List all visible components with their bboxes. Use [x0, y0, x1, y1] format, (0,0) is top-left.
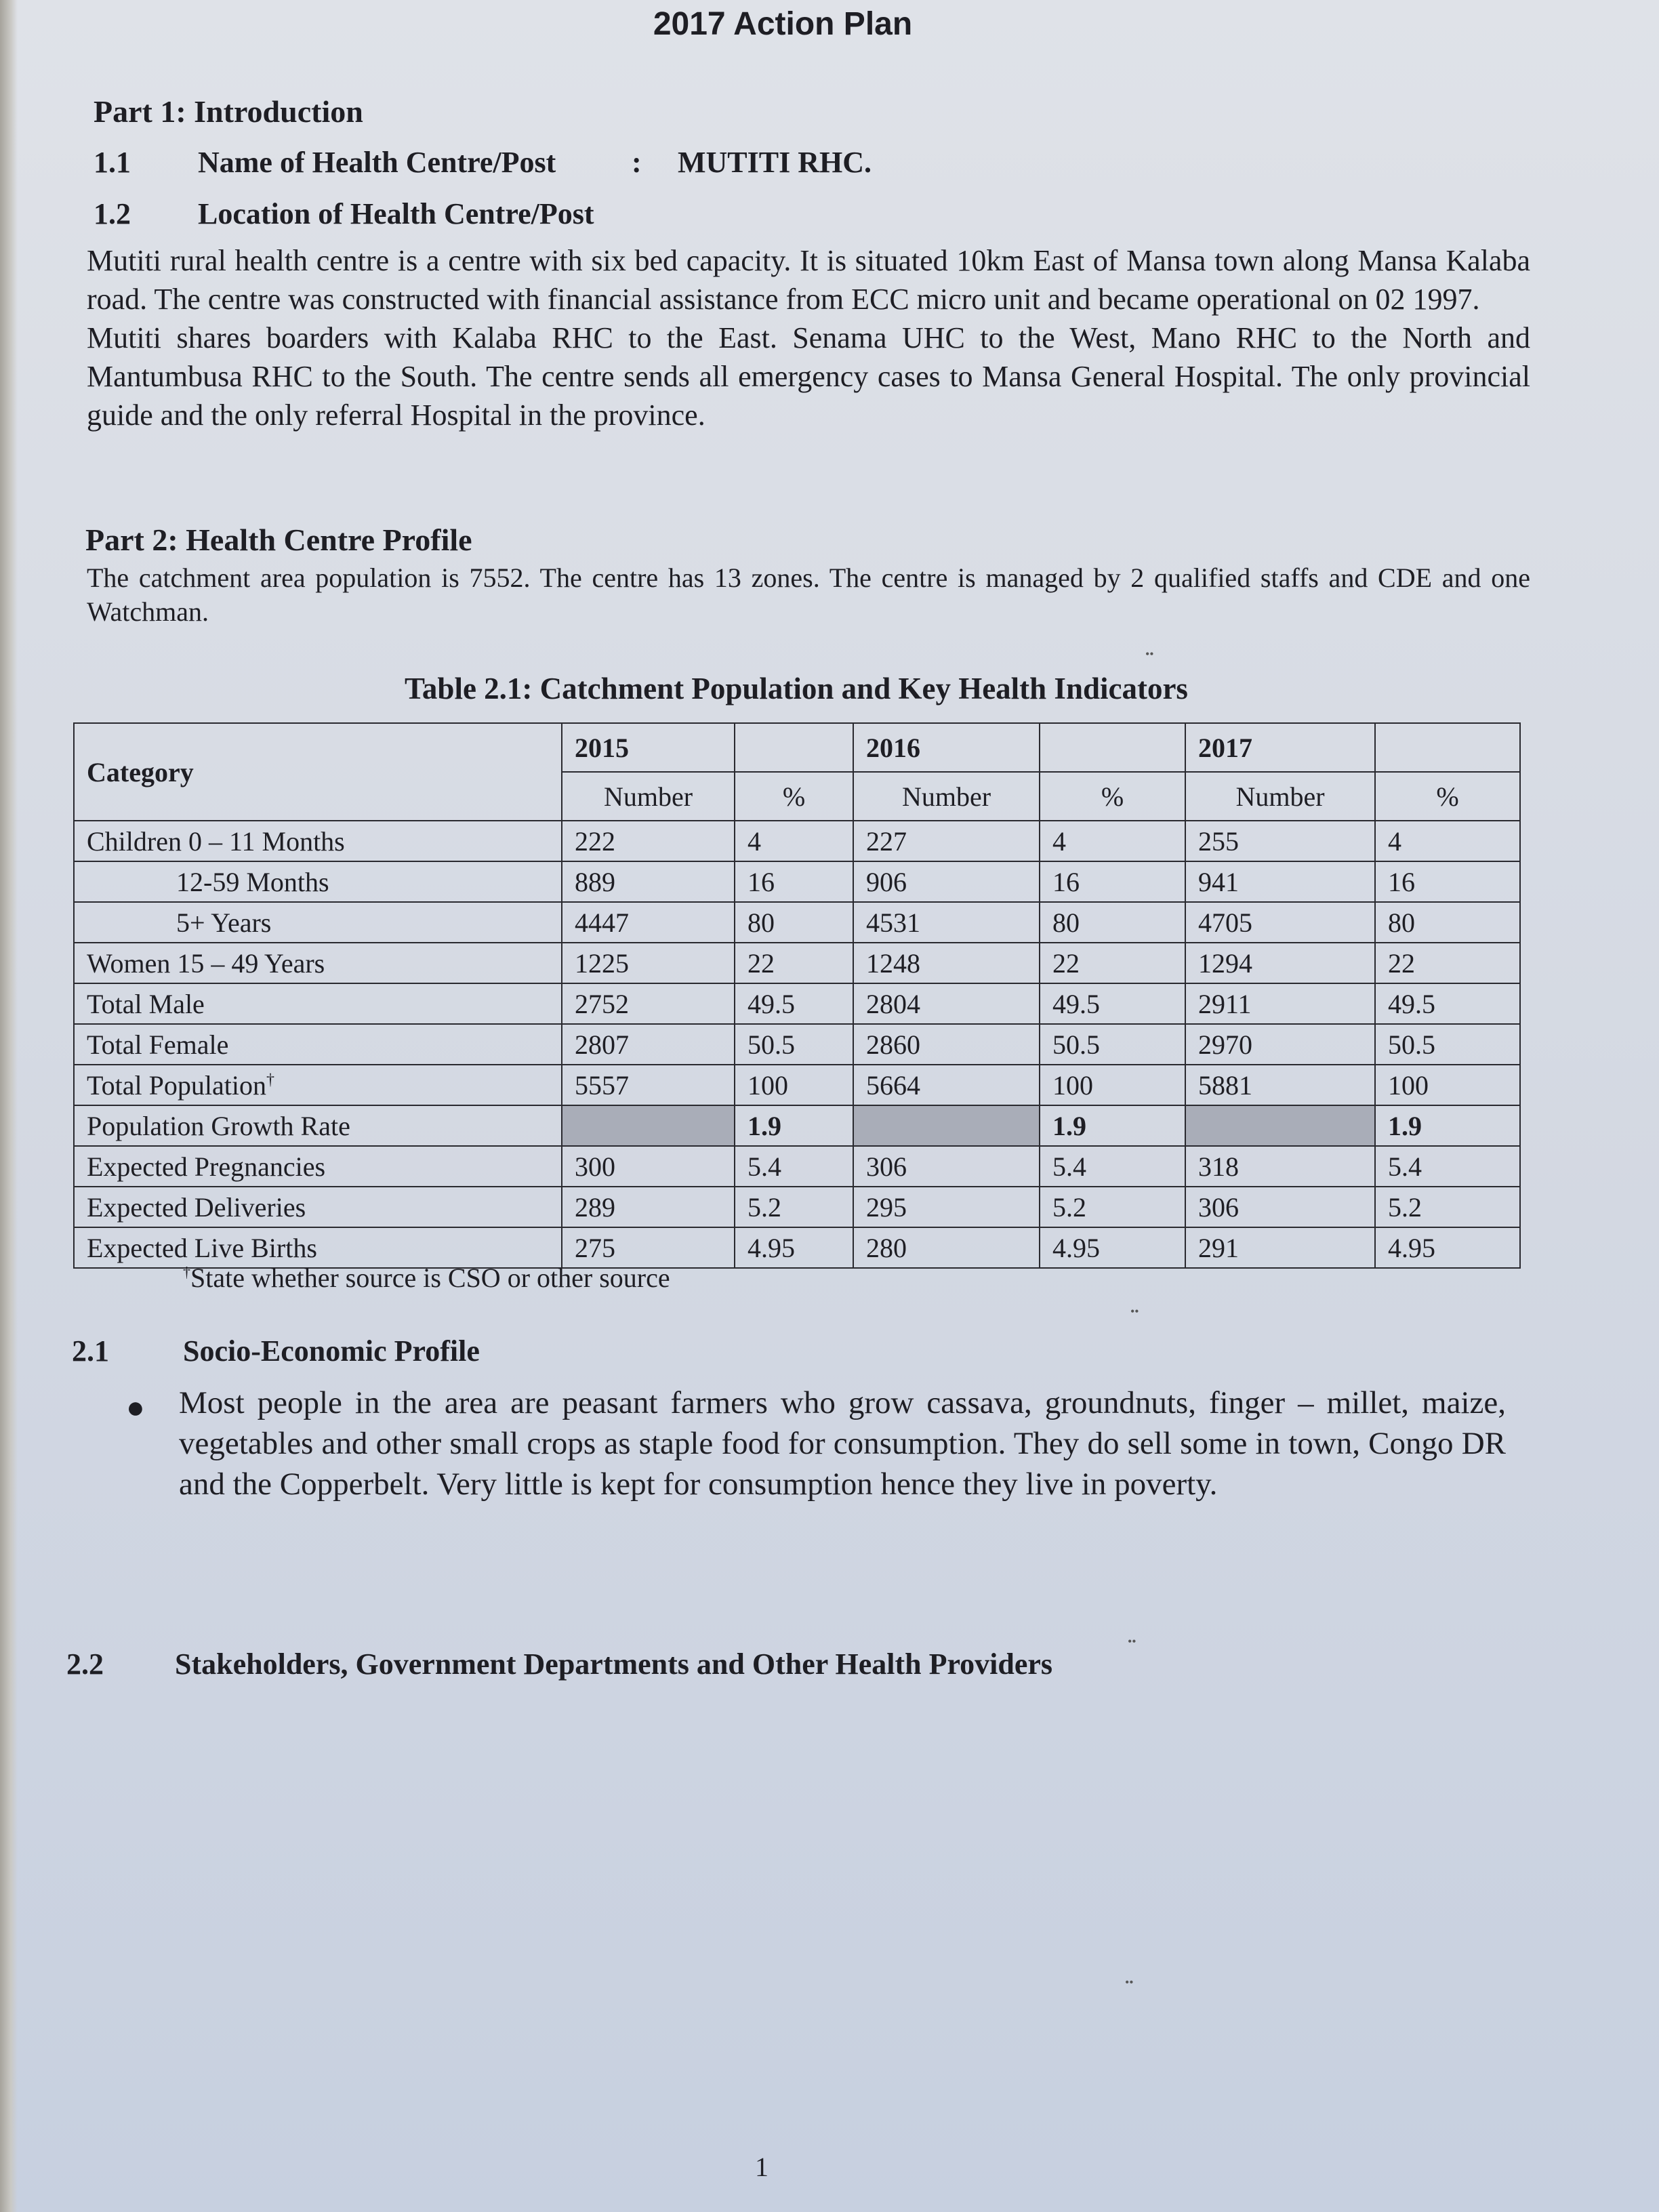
cell: 100 [735, 1065, 853, 1105]
cell: 5557 [562, 1065, 735, 1105]
percent-header: % [735, 772, 853, 821]
cell: 4 [1375, 821, 1520, 861]
indicators-table [73, 722, 1521, 1269]
table-footnote [183, 1262, 670, 1294]
table-row [74, 1146, 1520, 1187]
location-paragraph-1: Mutiti rural health centre is a centre with six bed capacity. It is situated 10km East of Mansa town along Mansa Kalaba road. The centre was constructed with financial assistance from ECC micro unit and became operational on 02 1997. [87, 244, 1530, 316]
cell: 300 [562, 1146, 735, 1187]
part2-heading: Part 2: Health Centre Profile [85, 523, 472, 557]
cell: 295 [853, 1187, 1040, 1227]
shaded-cell [1185, 1105, 1375, 1146]
table-row [74, 902, 1520, 943]
paper-speck-mark: •• [1145, 647, 1154, 661]
shaded-cell [562, 1105, 735, 1146]
cell: 4.95 [1040, 1227, 1185, 1268]
cell: 906 [853, 861, 1040, 902]
section-1-1 [0, 145, 1659, 186]
cell: 80 [735, 902, 853, 943]
cell: 280 [853, 1227, 1040, 1268]
section-heading: Stakeholders, Government Departments and Other Health Providers [175, 1647, 1053, 1681]
cell: 5881 [1185, 1065, 1375, 1105]
cell: 2970 [1185, 1024, 1375, 1065]
cell: 5.2 [1375, 1187, 1520, 1227]
cell: 50.5 [735, 1024, 853, 1065]
cell: 5.2 [1040, 1187, 1185, 1227]
percent-header: % [1040, 772, 1185, 821]
row-label: 12-59 Months [74, 861, 562, 902]
empty-header-cell [735, 723, 853, 772]
section-1-2 [0, 197, 1659, 237]
section-2-1 [0, 1334, 1659, 1374]
cell: 5664 [853, 1065, 1040, 1105]
number-header: Number [853, 772, 1040, 821]
cell: 22 [1040, 943, 1185, 983]
row-label-cell [74, 1065, 562, 1105]
table-row [74, 861, 1520, 902]
cell: 22 [735, 943, 853, 983]
page-edge-shadow [0, 0, 18, 2212]
cell: 1248 [853, 943, 1040, 983]
cell: 2752 [562, 983, 735, 1024]
document-title: 2017 Action Plan [653, 6, 913, 42]
cell: 306 [853, 1146, 1040, 1187]
row-label: 5+ Years [74, 902, 562, 943]
row-label: Total Male [74, 983, 562, 1024]
cell: 306 [1185, 1187, 1375, 1227]
cell: 889 [562, 861, 735, 902]
cell: 1294 [1185, 943, 1375, 983]
cell: 1.9 [1040, 1105, 1185, 1146]
shaded-cell [853, 1105, 1040, 1146]
cell: 4 [735, 821, 853, 861]
row-label: Expected Live Births [74, 1227, 562, 1268]
year-header-2015: 2015 [562, 723, 735, 772]
health-centre-name: MUTITI RHC. [678, 146, 872, 179]
cell: 275 [562, 1227, 735, 1268]
section-label: Name of Health Centre/Post [198, 146, 556, 179]
table-header-years [74, 723, 1520, 772]
cell: 49.5 [1375, 983, 1520, 1024]
table-row [74, 943, 1520, 983]
cell: 100 [1040, 1065, 1185, 1105]
cell: 16 [1375, 861, 1520, 902]
section-number: 2.2 [66, 1647, 104, 1681]
cell: 5.4 [1375, 1146, 1520, 1187]
cell: 4.95 [1375, 1227, 1520, 1268]
cell: 2807 [562, 1024, 735, 1065]
section-number: 1.2 [94, 197, 131, 230]
category-header: Category [74, 723, 562, 821]
footnote-text: State whether source is CSO or other source [190, 1263, 670, 1293]
footnote-marker: † [266, 1071, 274, 1089]
cell: 5.2 [735, 1187, 853, 1227]
page-number: 1 [755, 2152, 769, 2182]
cell: 1.9 [735, 1105, 853, 1146]
table-row [74, 821, 1520, 861]
year-header-2017: 2017 [1185, 723, 1375, 772]
cell: 1.9 [1375, 1105, 1520, 1146]
table-row [74, 1065, 1520, 1105]
bullet-dot-icon: ● [126, 1390, 145, 1425]
cell: 4.95 [735, 1227, 853, 1268]
cell: 227 [853, 821, 1040, 861]
cell: 50.5 [1375, 1024, 1520, 1065]
table-caption: Table 2.1: Catchment Population and Key Health Indicators [405, 672, 1188, 705]
section-number: 2.1 [72, 1334, 109, 1368]
cell: 4 [1040, 821, 1185, 861]
row-label: Expected Pregnancies [74, 1146, 562, 1187]
row-label: Total Female [74, 1024, 562, 1065]
cell: 255 [1185, 821, 1375, 861]
row-label: Population Growth Rate [74, 1105, 562, 1146]
cell: 4705 [1185, 902, 1375, 943]
cell: 2860 [853, 1024, 1040, 1065]
row-label: Women 15 – 49 Years [74, 943, 562, 983]
number-header: Number [562, 772, 735, 821]
cell: 291 [1185, 1227, 1375, 1268]
location-text [87, 241, 1530, 434]
row-label: Total Population [87, 1069, 266, 1101]
catchment-paragraph: The catchment area population is 7552. The centre has 13 zones. The centre is managed by 2 qualified staffs and CDE and one Watchman. [87, 562, 1530, 627]
cell: 16 [1040, 861, 1185, 902]
cell: 80 [1375, 902, 1520, 943]
cell: 222 [562, 821, 735, 861]
cell: 289 [562, 1187, 735, 1227]
cell: 2804 [853, 983, 1040, 1024]
socio-economic-bullet: Most people in the area are peasant farmers who grow cassava, groundnuts, finger – millet, maize, vegetables and other small crops as staple food for consumption. They do sell some in town, Congo DR and the Copperbelt. Very little is kept for consumption hence they live in poverty. [179, 1385, 1506, 1502]
paper-speck-mark: •• [1130, 1305, 1139, 1318]
part1-heading: Part 1: Introduction [94, 94, 363, 129]
cell: 2911 [1185, 983, 1375, 1024]
percent-header: % [1375, 772, 1520, 821]
cell: 4531 [853, 902, 1040, 943]
cell: 49.5 [735, 983, 853, 1024]
empty-header-cell [1040, 723, 1185, 772]
section-heading: Socio-Economic Profile [183, 1334, 480, 1368]
table-row [74, 1105, 1520, 1146]
cell: 100 [1375, 1065, 1520, 1105]
cell: 22 [1375, 943, 1520, 983]
cell: 1225 [562, 943, 735, 983]
section-2-2 [0, 1647, 1659, 1687]
cell: 4447 [562, 902, 735, 943]
cell: 80 [1040, 902, 1185, 943]
year-header-2016: 2016 [853, 723, 1040, 772]
footnote-marker: † [183, 1263, 190, 1281]
cell: 16 [735, 861, 853, 902]
location-paragraph-2: Mutiti shares boarders with Kalaba RHC to the East. Senama UHC to the West, Mano RHC to the North and Mantumbusa RHC to the South. The centre sends all emergency cases to Mansa General Hospital. The only provincial guide and the only referral Hospital in the province. [87, 321, 1530, 432]
table-row [74, 983, 1520, 1024]
cell: 318 [1185, 1146, 1375, 1187]
cell: 49.5 [1040, 983, 1185, 1024]
cell: 5.4 [735, 1146, 853, 1187]
number-header: Number [1185, 772, 1375, 821]
table-row [74, 1187, 1520, 1227]
cell: 941 [1185, 861, 1375, 902]
section-separator: : [632, 146, 642, 179]
section-number: 1.1 [94, 146, 131, 179]
empty-header-cell [1375, 723, 1520, 772]
row-label: Expected Deliveries [74, 1187, 562, 1227]
row-label: Children 0 – 11 Months [74, 821, 562, 861]
paper-speck-mark: •• [1128, 1635, 1136, 1648]
cell: 5.4 [1040, 1146, 1185, 1187]
paper-speck-mark: •• [1125, 1975, 1134, 1989]
table-row [74, 1024, 1520, 1065]
section-label: Location of Health Centre/Post [198, 197, 594, 230]
cell: 50.5 [1040, 1024, 1185, 1065]
